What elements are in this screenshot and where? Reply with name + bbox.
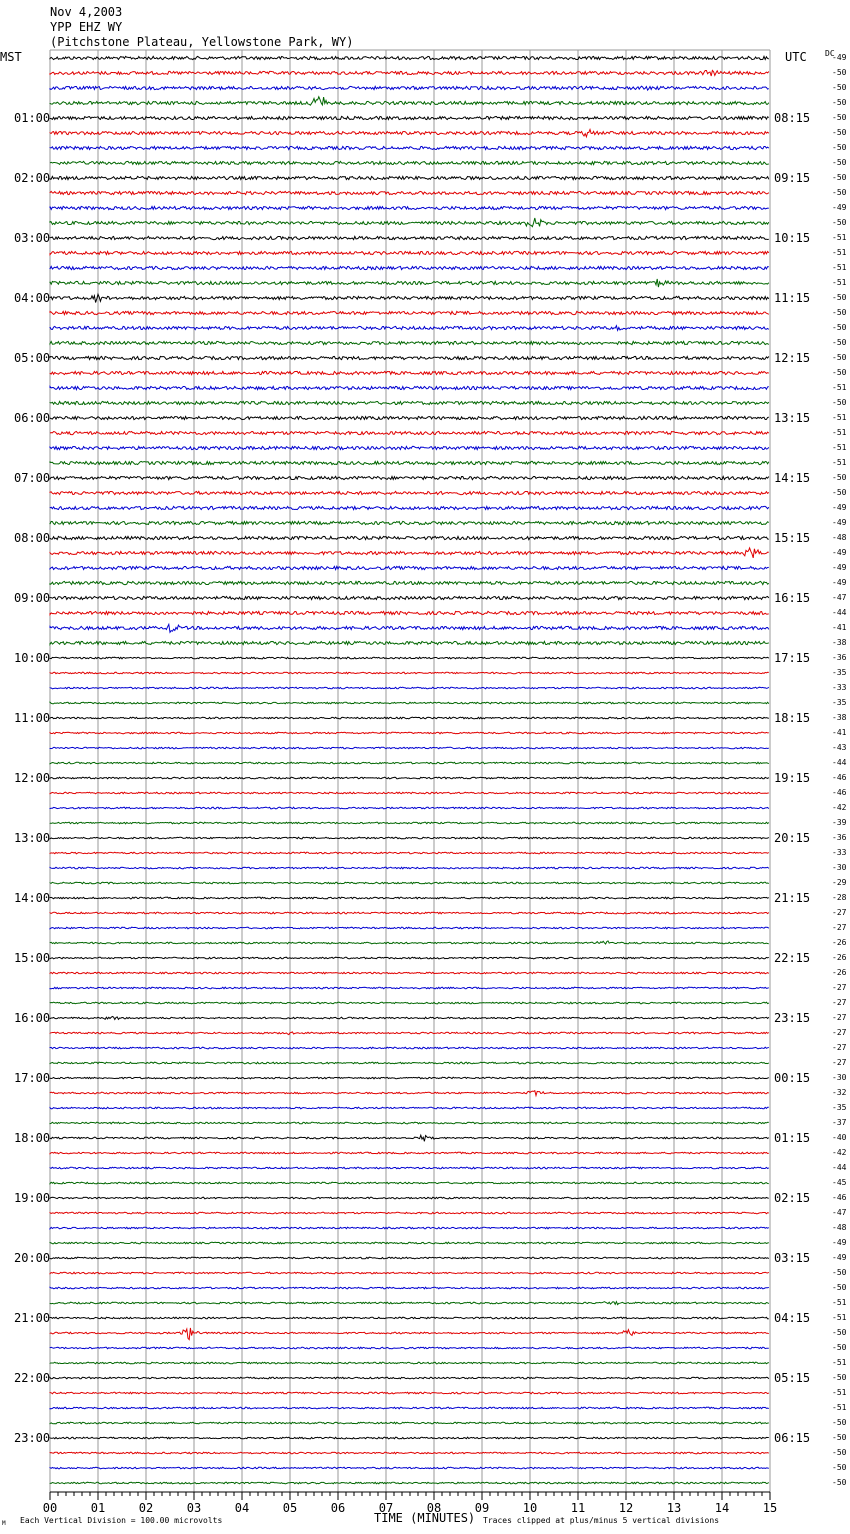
- dc-offset-value: -51: [832, 1358, 847, 1367]
- right-timezone-label: UTC: [785, 50, 807, 64]
- dc-offset-value: -50: [832, 353, 847, 362]
- dc-offset-value: -51: [832, 443, 847, 452]
- seismic-trace: [50, 1152, 769, 1154]
- dc-offset-value: -28: [832, 893, 847, 902]
- seismic-trace: [50, 341, 769, 344]
- left-hour-label: 03:00: [14, 231, 51, 245]
- seismic-trace: [50, 912, 769, 914]
- dc-offset-value: -36: [832, 833, 847, 842]
- dc-offset-value: -50: [832, 293, 847, 302]
- dc-offset-value: -50: [832, 1283, 847, 1292]
- dc-offset-value: -49: [832, 503, 847, 512]
- seismic-trace: [50, 1257, 769, 1259]
- left-hour-label: 15:00: [14, 951, 51, 965]
- seismic-trace: [50, 1328, 769, 1340]
- right-hour-label: 20:15: [774, 831, 811, 845]
- seismic-trace: [50, 987, 769, 989]
- x-tick-label: 11: [570, 1501, 586, 1515]
- seismic-trace: [50, 191, 769, 194]
- right-hour-label: 10:15: [774, 231, 811, 245]
- left-hour-label: 12:00: [14, 771, 51, 785]
- dc-offset-value: -42: [832, 1148, 847, 1157]
- seismic-trace: [50, 1182, 769, 1184]
- seismic-trace: [50, 624, 769, 632]
- seismic-trace: [50, 1047, 769, 1049]
- dc-offset-value: -50: [832, 1478, 847, 1487]
- dc-offset-value: -44: [832, 758, 847, 767]
- x-tick-label: 09: [474, 1501, 490, 1515]
- left-hour-label: 10:00: [14, 651, 51, 665]
- dc-offset-value: -27: [832, 998, 847, 1007]
- seismic-trace: [50, 1347, 769, 1349]
- seismic-trace: [50, 218, 769, 227]
- seismic-trace: [50, 717, 769, 719]
- right-hour-label: 14:15: [774, 471, 811, 485]
- dc-offset-value: -51: [832, 233, 847, 242]
- left-hour-label: 19:00: [14, 1191, 51, 1205]
- dc-offset-value: -50: [832, 188, 847, 197]
- seismic-trace: [50, 521, 769, 524]
- dc-offset-value: -27: [832, 983, 847, 992]
- x-tick-label: 01: [90, 1501, 106, 1515]
- seismic-trace: [50, 476, 769, 479]
- seismic-trace: [50, 882, 769, 884]
- dc-offset-value: -30: [832, 1073, 847, 1082]
- dc-offset-value: -27: [832, 1058, 847, 1067]
- seismic-trace: [50, 1317, 769, 1319]
- right-hour-label: 16:15: [774, 591, 811, 605]
- right-hour-label: 05:15: [774, 1371, 811, 1385]
- right-hour-label: 01:15: [774, 1131, 811, 1145]
- seismic-trace: [50, 56, 769, 59]
- dc-offset-value: -51: [832, 1313, 847, 1322]
- seismic-trace: [50, 837, 769, 839]
- x-tick-label: 07: [378, 1501, 394, 1515]
- dc-offset-value: -50: [832, 368, 847, 377]
- dc-offset-value: -51: [832, 1403, 847, 1412]
- dc-offset-value: -26: [832, 953, 847, 962]
- seismic-trace: [50, 461, 769, 464]
- dc-offset-value: -48: [832, 1223, 847, 1232]
- dc-offset-value: -26: [832, 968, 847, 977]
- seismic-trace: [50, 130, 769, 137]
- right-hour-label: 06:15: [774, 1431, 811, 1445]
- dc-offset-value: -40: [832, 1133, 847, 1142]
- dc-offset-value: -49: [832, 563, 847, 572]
- dc-offset-value: -41: [832, 623, 847, 632]
- seismic-trace: [50, 1122, 769, 1124]
- seismic-trace: [50, 566, 769, 569]
- dc-offset-value: -50: [832, 83, 847, 92]
- dc-offset-value: -36: [832, 653, 847, 662]
- seismic-trace: [50, 401, 769, 404]
- seismic-trace: [50, 506, 769, 509]
- seismic-trace: [50, 1392, 769, 1394]
- right-hour-label: 04:15: [774, 1311, 811, 1325]
- dc-offset-value: -49: [832, 53, 847, 62]
- right-hour-label: 13:15: [774, 411, 811, 425]
- left-hour-label: 20:00: [14, 1251, 51, 1265]
- dc-offset-value: -27: [832, 908, 847, 917]
- left-hour-label: 23:00: [14, 1431, 51, 1445]
- dc-offset-value: -49: [832, 1253, 847, 1262]
- dc-offset-value: -49: [832, 518, 847, 527]
- left-hour-label: 04:00: [14, 291, 51, 305]
- seismic-trace: [50, 972, 769, 974]
- seismic-trace: [50, 446, 769, 449]
- left-timezone-label: MST: [0, 50, 22, 64]
- seismic-trace: [50, 867, 769, 869]
- x-axis-title: TIME (MINUTES): [374, 1511, 476, 1525]
- seismic-trace: [50, 386, 769, 389]
- seismic-trace: [50, 1362, 769, 1364]
- seismic-trace: [50, 1407, 769, 1409]
- dc-offset-value: -50: [832, 323, 847, 332]
- right-hour-label: 08:15: [774, 111, 811, 125]
- dc-offset-value: -46: [832, 788, 847, 797]
- seismic-trace: [50, 807, 769, 809]
- seismic-trace: [50, 251, 769, 254]
- right-hour-label: 21:15: [774, 891, 811, 905]
- seismic-trace: [50, 236, 769, 239]
- dc-offset-value: -50: [832, 143, 847, 152]
- seismic-trace: [50, 897, 769, 899]
- seismic-trace: [50, 1212, 769, 1214]
- seismic-trace: [50, 116, 769, 119]
- seismic-trace: [50, 672, 769, 674]
- seismic-trace: [50, 206, 769, 209]
- right-hour-label: 02:15: [774, 1191, 811, 1205]
- x-tick-label: 04: [234, 1501, 250, 1515]
- dc-offset-value: -50: [832, 218, 847, 227]
- seismic-trace: [50, 792, 769, 794]
- dc-offset-value: -46: [832, 1193, 847, 1202]
- seismic-trace: [50, 1377, 769, 1379]
- dc-offset-value: -50: [832, 68, 847, 77]
- left-hour-label: 11:00: [14, 711, 51, 725]
- dc-offset-value: -33: [832, 683, 847, 692]
- right-hour-label: 19:15: [774, 771, 811, 785]
- dc-offset-value: -50: [832, 1433, 847, 1442]
- seismic-trace: [50, 97, 769, 106]
- right-hour-label: 12:15: [774, 351, 811, 365]
- seismic-trace: [50, 1167, 769, 1169]
- seismic-trace: [50, 762, 769, 764]
- seismic-trace: [50, 326, 769, 331]
- dc-offset-value: -41: [832, 728, 847, 737]
- seismic-trace: [50, 732, 769, 734]
- right-hour-label: 22:15: [774, 951, 811, 965]
- dc-offset-value: -51: [832, 383, 847, 392]
- right-hour-label: 00:15: [774, 1071, 811, 1085]
- seismic-trace: [50, 176, 769, 179]
- dc-offset-value: -35: [832, 668, 847, 677]
- seismic-trace: [50, 702, 769, 704]
- dc-offset-value: -50: [832, 1448, 847, 1457]
- footer-clip-note: Traces clipped at plus/minus 5 vertical divisions: [483, 1516, 720, 1525]
- dc-offset-value: -27: [832, 1043, 847, 1052]
- seismic-trace: [50, 1017, 769, 1020]
- seismic-trace: [50, 536, 769, 539]
- dc-offset-value: -51: [832, 458, 847, 467]
- seismic-trace: [50, 1467, 769, 1469]
- dc-offset-value: -50: [832, 338, 847, 347]
- seismic-trace: [50, 356, 769, 359]
- dc-offset-value: -51: [832, 428, 847, 437]
- dc-offset-value: -26: [832, 938, 847, 947]
- seismic-trace: [50, 279, 769, 287]
- seismic-trace: [50, 416, 769, 419]
- seismic-trace: [50, 1287, 769, 1289]
- seismic-trace: [50, 146, 769, 149]
- dc-offset-value: -48: [832, 533, 847, 542]
- seismic-trace: [50, 957, 769, 959]
- dc-offset-value: -50: [832, 158, 847, 167]
- left-hour-label: 22:00: [14, 1371, 51, 1385]
- seismic-trace: [50, 581, 769, 584]
- left-hour-label: 09:00: [14, 591, 51, 605]
- x-tick-label: 05: [282, 1501, 298, 1515]
- left-hour-label: 05:00: [14, 351, 51, 365]
- header-date: Nov 4,2003: [50, 5, 123, 19]
- seismic-trace: [50, 294, 769, 302]
- dc-offset-value: -38: [832, 638, 847, 647]
- seismic-trace: [50, 657, 769, 659]
- dc-offset-value: -50: [832, 128, 847, 137]
- dc-offset-value: -47: [832, 593, 847, 602]
- seismic-trace: [50, 86, 769, 90]
- seismic-trace: [50, 596, 769, 599]
- dc-offset-value: -30: [832, 863, 847, 872]
- dc-offset-value: -50: [832, 1373, 847, 1382]
- dc-offset-value: -49: [832, 548, 847, 557]
- seismic-trace: [50, 1482, 769, 1484]
- dc-offset-value: -37: [832, 1118, 847, 1127]
- dc-offset-value: -50: [832, 488, 847, 497]
- dc-offset-value: -42: [832, 803, 847, 812]
- seismic-trace: [50, 1002, 769, 1004]
- seismic-trace: [50, 371, 769, 374]
- header-station: YPP EHZ WY: [50, 20, 123, 34]
- seismic-trace: [50, 927, 769, 929]
- left-hour-label: 02:00: [14, 171, 51, 185]
- dc-offset-value: -44: [832, 608, 847, 617]
- dc-offset-value: -47: [832, 1208, 847, 1217]
- left-hour-label: 08:00: [14, 531, 51, 545]
- dc-offset-labels: [832, 53, 847, 1487]
- dc-offset-value: -50: [832, 98, 847, 107]
- dc-offset-value: -38: [832, 713, 847, 722]
- dc-offset-value: -43: [832, 743, 847, 752]
- dc-offset-value: -33: [832, 848, 847, 857]
- footer-scale-note: Each Vertical Division = 100.00 microvolts: [20, 1516, 223, 1525]
- dc-offset-value: -49: [832, 203, 847, 212]
- seismic-trace: [50, 1272, 769, 1274]
- seismic-trace: [50, 1422, 769, 1424]
- left-hour-label: 01:00: [14, 111, 51, 125]
- seismic-trace: [50, 1437, 769, 1439]
- seismic-trace: [50, 1197, 769, 1199]
- seismic-trace: [50, 1452, 769, 1454]
- right-hour-label: 09:15: [774, 171, 811, 185]
- x-tick-label: 10: [522, 1501, 538, 1515]
- dc-offset-value: -27: [832, 1013, 847, 1022]
- x-tick-label: 15: [762, 1501, 778, 1515]
- left-hour-label: 07:00: [14, 471, 51, 485]
- left-hour-label: 17:00: [14, 1071, 51, 1085]
- seismic-trace: [50, 548, 769, 558]
- seismic-trace: [50, 1242, 769, 1244]
- x-tick-label: 08: [426, 1501, 442, 1515]
- dc-offset-value: -51: [832, 1298, 847, 1307]
- seismic-trace: [50, 1032, 769, 1035]
- dc-offset-value: -29: [832, 878, 847, 887]
- header-location: (Pitchstone Plateau, Yellowstone Park, WY): [50, 35, 354, 49]
- dc-offset-value: -50: [832, 173, 847, 182]
- dc-offset-value: -51: [832, 278, 847, 287]
- dc-offset-value: -39: [832, 818, 847, 827]
- seismic-trace: [50, 941, 769, 944]
- right-hour-label: 15:15: [774, 531, 811, 545]
- dc-offset-value: -51: [832, 1388, 847, 1397]
- dc-offset-value: -27: [832, 923, 847, 932]
- right-hour-label: 18:15: [774, 711, 811, 725]
- dc-offset-value: -50: [832, 1343, 847, 1352]
- left-hour-label: 16:00: [14, 1011, 51, 1025]
- seismic-trace: [50, 1107, 769, 1109]
- left-hour-label: 21:00: [14, 1311, 51, 1325]
- dc-offset-value: -51: [832, 413, 847, 422]
- seismic-trace: [50, 1062, 769, 1064]
- right-hour-label: 23:15: [774, 1011, 811, 1025]
- seismic-trace: [50, 1227, 769, 1229]
- seismic-trace: [50, 70, 769, 76]
- x-tick-label: 02: [138, 1501, 154, 1515]
- seismic-trace: [50, 641, 769, 644]
- x-tick-label: 00: [42, 1501, 58, 1515]
- seismic-trace: [50, 491, 769, 494]
- dc-offset-value: -32: [832, 1088, 847, 1097]
- right-hour-label: 03:15: [774, 1251, 811, 1265]
- dc-offset-value: -50: [832, 113, 847, 122]
- seismic-trace: [50, 747, 769, 749]
- x-tick-label: 06: [330, 1501, 346, 1515]
- right-hour-label: 11:15: [774, 291, 811, 305]
- dc-offset-value: -45: [832, 1178, 847, 1187]
- dc-label: DC: [825, 49, 835, 58]
- time-grid: [50, 50, 770, 1492]
- x-tick-label: 03: [186, 1501, 202, 1515]
- dc-offset-value: -49: [832, 578, 847, 587]
- dc-offset-value: -50: [832, 308, 847, 317]
- seismic-trace: [50, 777, 769, 779]
- dc-offset-value: -35: [832, 698, 847, 707]
- x-tick-label: 12: [618, 1501, 634, 1515]
- dc-offset-value: -49: [832, 1238, 847, 1247]
- trace-group: [50, 56, 769, 1483]
- dc-offset-value: -51: [832, 263, 847, 272]
- dc-offset-value: -50: [832, 1268, 847, 1277]
- seismic-trace: [50, 431, 769, 434]
- dc-offset-value: -27: [832, 1028, 847, 1037]
- seismic-trace: [50, 161, 769, 164]
- left-hour-label: 14:00: [14, 891, 51, 905]
- seismic-trace: [50, 822, 769, 824]
- dc-offset-value: -51: [832, 248, 847, 257]
- dc-offset-value: -50: [832, 1328, 847, 1337]
- dc-offset-value: -44: [832, 1163, 847, 1172]
- dc-offset-value: -50: [832, 398, 847, 407]
- dc-offset-value: -50: [832, 1463, 847, 1472]
- seismic-trace: [50, 1091, 769, 1096]
- dc-offset-value: -50: [832, 473, 847, 482]
- seismic-trace: [50, 266, 769, 269]
- seismic-trace: [50, 687, 769, 689]
- dc-offset-value: -46: [832, 773, 847, 782]
- seismic-trace: [50, 311, 769, 314]
- right-hour-label: 17:15: [774, 651, 811, 665]
- seismic-trace: [50, 852, 769, 854]
- dc-offset-value: -35: [832, 1103, 847, 1112]
- seismic-trace: [50, 611, 769, 614]
- seismic-trace: [50, 1135, 769, 1141]
- dc-offset-value: -50: [832, 1418, 847, 1427]
- seismic-trace: [50, 1077, 769, 1079]
- footer-mark: M: [2, 1520, 6, 1527]
- x-tick-label: 13: [666, 1501, 682, 1515]
- left-hour-label: 18:00: [14, 1131, 51, 1145]
- x-tick-label: 14: [714, 1501, 730, 1515]
- left-hour-label: 13:00: [14, 831, 51, 845]
- seismic-trace: [50, 1302, 769, 1305]
- left-hour-label: 06:00: [14, 411, 51, 425]
